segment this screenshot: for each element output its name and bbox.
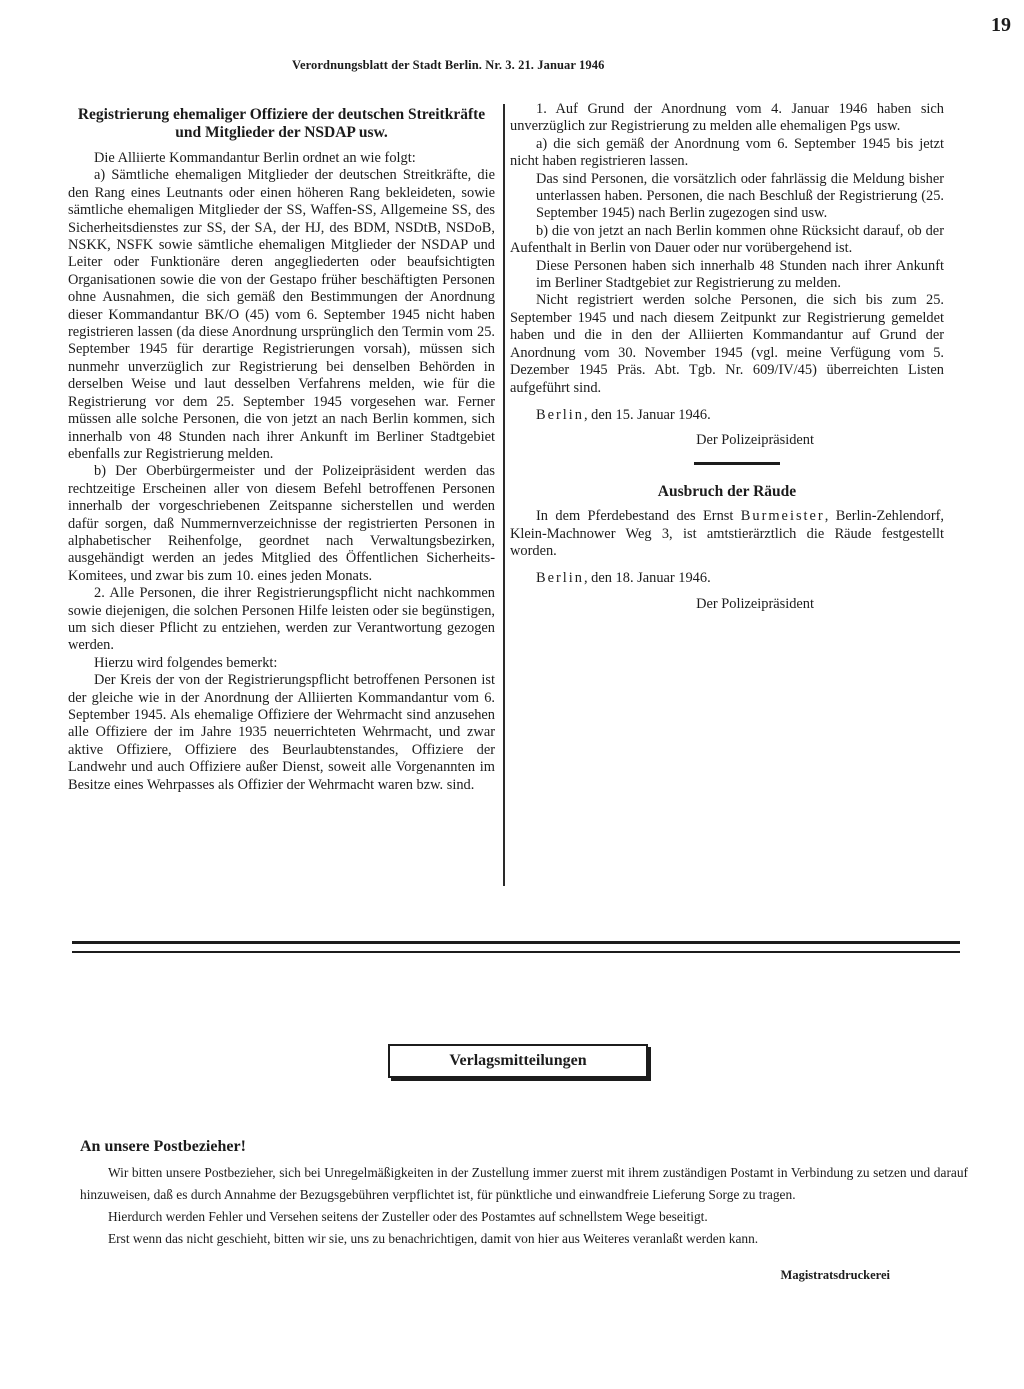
raeude-text — [510, 508, 944, 560]
point-1b: b) die von jetzt an nach Berlin kommen ohne Rücksicht darauf, ob der Aufenthalt in Berlin von Dauer oder nur vorübergehend ist. — [510, 222, 944, 257]
postal-notice — [80, 1136, 968, 1286]
section-rule — [694, 462, 780, 465]
notice-paragraph-2: Hierdurch werden Fehler und Versehen seitens der Zusteller oder des Postamtes auf schnellstem Wege beseitigt. — [108, 1209, 708, 1224]
point-1a: a) die sich gemäß der Anordnung vom 6. September 1945 bis jetzt nicht haben registrieren lassen. — [510, 135, 944, 170]
point-1a-note: Das sind Personen, die vorsätzlich oder fahrlässig die Meldung bisher unterlassen haben. Personen, die nach Beschluß der Registrierung (25. September 1945) nach Berlin zugezogen sind usw. — [536, 170, 944, 222]
paragraph-2: 2. Alle Personen, die ihrer Registrierungspflicht nicht nachkommen sowie diejenigen, die solchen Personen Hilfe leisten oder sie begünstigen, um sich dieser Pflicht zu entziehen, werden zur Verantwortung gezogen werden. — [68, 585, 495, 654]
signer-1: Der Polizeipräsident — [696, 432, 814, 449]
notice-paragraph-3: Erst wenn das nicht geschieht, bitten wir sie, uns zu benachrichtigen, damit von hier aus Weiteres veranlaßt werden kann. — [108, 1231, 759, 1246]
running-head: Verordnungsblatt der Stadt Berlin. Nr. 3. 21. Januar 1946 — [292, 58, 605, 72]
left-column — [68, 106, 495, 794]
paragraph-a: a) Sämtliche ehemaligen Mitglieder der deutschen Streitkräfte, die den Rang eines Leutnants oder einen höheren Rang bekleideten, sowie sämtliche ehemaligen Mitglieder der SS, Waffen-SS, Allgemeine SS, des Sicherheitsdienstes zur SS, der SA, der HJ, des BDM, NSDtB, NSDoB, NSKK, NSFK sowie sämtliche ehemaligen Mitglieder der NSDAP und Leiter oder Funktionäre deren angegliederten oder beaufsichtigten Organisationen sowie die von der Gestapo früher beschäftigten Personen ohne Ausnahmen, die sich gemäß den Bestimmungen der Anordnung dieser Kommandantur BK/O (45) vom 6. September 1945 nicht haben registrieren lassen (da diese Anordnung ursprünglich den Termin vom 25. September 1945 für derartige Registrierungen vorsah), müssen sich nunmehr unverzüglich zur Registrierung bei denselben Behörden in derselben Weise und laut desselben Verfahrens melden, wie für die Registrierung vor dem 25. September 1945 vorgesehen war. Ferner müssen alle solche Personen, die von jetzt an nach Berlin kommen, sich innerhalb von 48 Stunden nach ihrer Ankunft im Berliner Stadtgebiet ebenfalls zur Registrierung melden. — [68, 167, 495, 462]
raeude-text-before: In dem Pferdebestand des Ernst — [536, 508, 741, 525]
not-registered-paragraph: Nicht registriert werden solche Personen, die sich bis zum 25. September 1945 und nach diesem Zeitpunkt zur Registrierung gemeldet haben und die in den der Alliierten Kommandantur auf Grund der Anordnung vom 30. November 1945 (vgl. meine Verfügung vom 5. Dezember 1945 Präs. Abt. Tgb. Nr. 609/IV/45) überreichten Listen aufgeführt sind. — [510, 292, 944, 396]
dateline-place: Berlin — [536, 406, 584, 423]
article-intro: Die Alliierte Kommandantur Berlin ordnet an wie folgt: — [94, 150, 416, 166]
article-title-registration: Registrierung ehemaliger Offiziere der deutschen Streitkräfte und Mitglieder der NSDAP usw. — [77, 106, 486, 141]
notice-heading: An unsere Postbezieher! — [80, 1138, 246, 1155]
page-number: 19 — [991, 14, 1011, 36]
paragraph-b: b) Der Oberbürgermeister und der Polizeipräsident werden das rechtzeitige Erscheinen aller von diesem Befehl betroffenen Personen innerhalb der vorgeschriebenen Zeitspanne sicherstellen und werden dafür sorgen, daß Nummernverzeichnisse der registrierten Personen in alphabetischer Reihenfolge, geordnet nach Verwaltungsbezirken, ausgehändigt werden an jedes Mitglied des Öffentlichen Sicherheits-Komitees, und zwar bis zum 10. eines jeden Monats. — [68, 463, 495, 584]
column-divider — [503, 104, 505, 886]
notice-signature: Magistratsdruckerei — [780, 1268, 890, 1282]
signer-2: Der Polizeipräsident — [696, 595, 814, 612]
dateline-2 — [510, 570, 944, 587]
publisher-box: Verlagsmitteilungen — [388, 1044, 648, 1078]
right-column — [510, 101, 944, 613]
raeude-text-after: , Berlin-Zehlendorf, Klein-Machnower Weg 3, ist amtstierärztlich die Räude festgestellt worden. — [510, 508, 945, 559]
point-1b-note: Diese Personen haben sich innerhalb 48 Stunden nach ihrer Ankunft im Berliner Stadtgebiet zur Registrierung zu melden. — [536, 257, 944, 292]
remark-intro: Hierzu wird folgendes bemerkt: — [94, 654, 278, 671]
double-rule — [72, 941, 960, 953]
point-1: 1. Auf Grund der Anordnung vom 4. Januar 1946 haben sich unverzüglich zur Registrierung zu melden alle ehemaligen Pgs usw. — [510, 101, 944, 135]
raeude-owner-name: Burmeister — [740, 508, 825, 525]
dateline-1 — [510, 407, 944, 424]
notice-paragraph-1: Wir bitten unsere Postbezieher, sich bei Unregelmäßigkeiten in der Zustellung immer zuerst mit ihrem zuständigen Postamt in Verbindung zu setzen und darauf hinzuweisen, daß es durch Annahme der Bezugsgebühren verpflichtet ist, für pünktliche und einwandfreie Lieferung Sorge zu tragen. — [80, 1165, 968, 1202]
article-title-raeude: Ausbruch der Räude — [657, 482, 797, 500]
remark-text: Der Kreis der von der Registrierungspflicht betroffenen Personen ist der gleiche wie in der Anordnung der Alliierten Kommandantur vom 6. September 1945. Als ehemalige Offiziere der Wehrmacht sind anzusehen alle Offiziere der im Jahre 1935 neuerrichteten Wehrmacht, und zwar aktive Offiziere, Offiziere des Beurlaubtenstandes, Offiziere der Landwehr und auch Offiziere außer Dienst, soweit alle Vorgenannten im Besitze eines Wehrpasses als Offizier der Wehrmacht waren bzw. sind. — [68, 672, 495, 793]
dateline-date-2: , den 18. Januar 1946. — [583, 570, 711, 587]
dateline-place-2: Berlin — [536, 570, 584, 587]
dateline-date: , den 15. Januar 1946. — [583, 406, 711, 423]
